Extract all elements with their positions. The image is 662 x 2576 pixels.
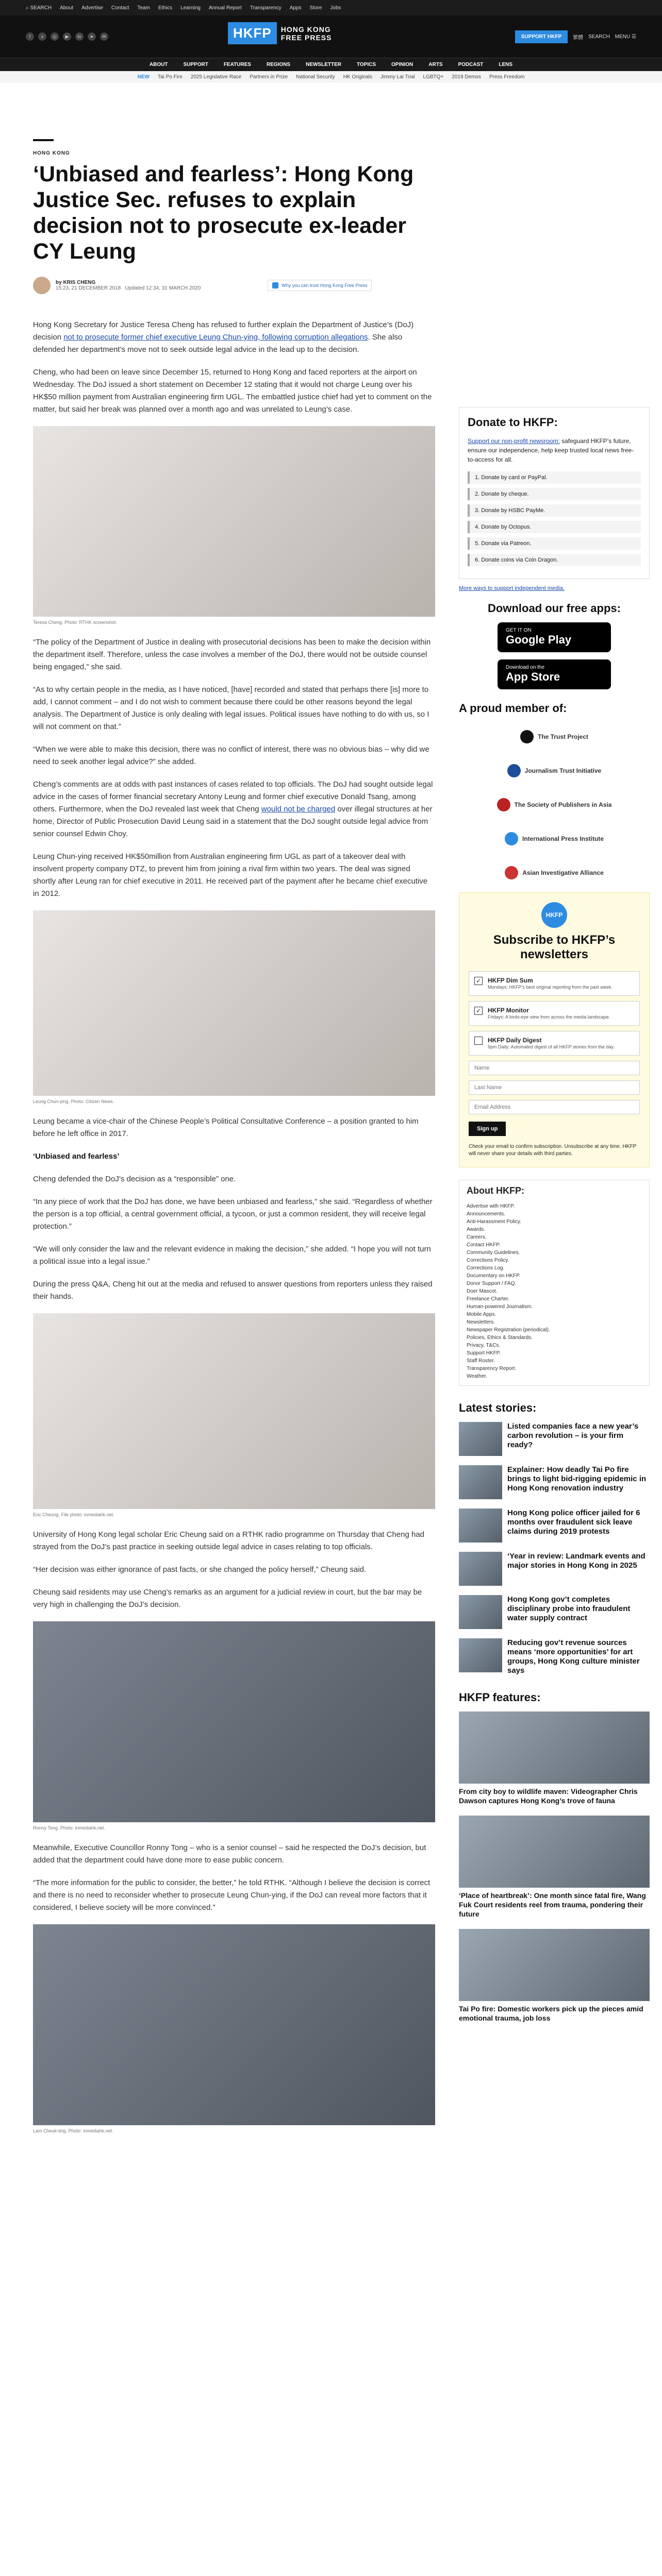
donate-option[interactable]: 3. Donate by HSBC PayMe. xyxy=(468,504,641,517)
newsletter-box xyxy=(459,892,650,1167)
last-name-input[interactable] xyxy=(469,1080,640,1095)
feature-image xyxy=(459,1929,650,2001)
trending-nav xyxy=(0,71,662,82)
paragraph: Leung became a vice-chair of the Chinese People’s Political Consultative Conference – a position granted to him before he left office in 2017. xyxy=(33,1117,419,1138)
about-link[interactable]: Donor Support / FAQ. xyxy=(467,1281,517,1286)
photo-teresa-cheng xyxy=(33,426,435,617)
email-input[interactable] xyxy=(469,1100,640,1114)
story-thumbnail xyxy=(459,1509,502,1543)
about-link[interactable]: Careers. xyxy=(467,1234,487,1240)
language-toggle[interactable]: 繁體 xyxy=(573,35,584,41)
latest-story[interactable]: ‘Year in review: Landmark events and major stories in Hong Kong in 2025 xyxy=(459,1552,650,1586)
trust-icon xyxy=(272,282,278,289)
about-title: About HKFP: xyxy=(467,1185,524,1196)
site-logo[interactable] xyxy=(228,22,332,44)
photo-caption: Eric Cheung. File photo: inmediahk.net. xyxy=(33,1512,114,1517)
paragraph: “In any piece of work that the DoJ has done, we have been unbiased and fearless,” she said. “Regardless of whether the person is a top official, a central government official, a tycoon, or just a common resident, they will receive legal protection.” xyxy=(33,1197,433,1231)
menu-icon: ☰ xyxy=(632,33,636,40)
nav-about[interactable]: ABOUT xyxy=(149,62,168,67)
search-link[interactable]: ⌕ SEARCH xyxy=(26,5,52,11)
published-date: 15:23, 21 DECEMBER 2018 xyxy=(56,285,121,291)
member-title: A proud member of: xyxy=(459,702,567,715)
about-link[interactable]: Corrections Policy. xyxy=(467,1258,509,1263)
photo-caption: Lam Cheuk-ting. Photo: inmediahk.net. xyxy=(33,2128,113,2133)
main-nav xyxy=(0,58,662,71)
newsletter-option[interactable]: ✓ HKFP Monitor Fridays: A birds-eye view from across the media landscape. xyxy=(469,1001,640,1026)
telegram-icon[interactable]: ➤ xyxy=(88,32,96,41)
latest-story[interactable]: Listed companies face a new year’s carbon revolution – is your firm ready? xyxy=(459,1422,650,1456)
donate-option[interactable]: 6. Donate coins via Coin Dragon. xyxy=(468,554,641,566)
nav-features[interactable]: FEATURES xyxy=(223,62,251,67)
trending-item[interactable]: Partners in Prize xyxy=(250,74,288,80)
author-link[interactable]: KRIS CHENG xyxy=(63,280,96,285)
newsletter-logo: HKFP xyxy=(541,902,567,928)
top-link[interactable]: Jobs xyxy=(330,5,341,11)
x-icon[interactable]: x xyxy=(38,32,46,41)
checkbox[interactable]: ✓ xyxy=(474,1007,483,1015)
top-link[interactable]: Advertise xyxy=(81,5,103,11)
about-link[interactable]: Advertise with HKFP. xyxy=(467,1204,515,1209)
more-ways-link[interactable]: More ways to support independent media. xyxy=(459,585,565,591)
story-thumbnail xyxy=(459,1595,502,1629)
feature-story[interactable]: From city boy to wildlife maven: Videographer Chris Dawson captures Hong Kong’s trove of fauna xyxy=(459,1711,650,1805)
newsletter-option[interactable]: HKFP Daily Digest 9pm Daily: Automated digest of all HKFP stories from the day. xyxy=(469,1031,640,1056)
latest-story[interactable]: Explainer: How deadly Tai Po fire brings to light bid-rigging epidemic in Hong Kong renovation industry xyxy=(459,1465,650,1499)
trending-item[interactable]: 2019 Demos xyxy=(452,74,481,80)
about-link[interactable]: Support HKFP. xyxy=(467,1350,501,1356)
nav-newsletter[interactable]: NEWSLETTER xyxy=(306,62,341,67)
about-link[interactable]: Transparency Report. xyxy=(467,1366,517,1371)
feature-story[interactable]: ‘Place of heartbreak’: One month since fatal fire, Wang Fuk Court residents reel from trauma, pondering their future xyxy=(459,1816,650,1919)
about-box xyxy=(459,1180,650,1386)
divider xyxy=(33,139,54,141)
about-link[interactable]: Privacy, T&Cs. xyxy=(467,1343,501,1348)
paragraph: Hong Kong Secretary for Justice Teresa Cheng has refused to further explain the Department of Justice’s (DoJ) decision not to prosecute former chief executive Leung Chun-ying, following corruption allegations. She also defended her department’s move not to seek outside legal advice in the lead up to the decision. xyxy=(33,320,414,354)
article xyxy=(33,139,435,2145)
trust-box[interactable]: Why you can trust Hong Kong Free Press xyxy=(268,280,372,291)
trending-item[interactable]: 2025 Legislative Race xyxy=(190,74,242,80)
sopa-icon xyxy=(497,798,510,811)
google-play-button[interactable]: GET IT ON Google Play xyxy=(498,622,611,652)
donate-box: Donate to HKFP: Support our non-profit newsroom: safeguard HKFP’s future, ensure our independence, help keep trusted local news free-to-access for all. 1. Donate by card or PayPal. 2. Donate by cheque. 3. Donate by HSBC PayMe. 4. Donate by Octopus. 5. Donate via Patreon. 6. Donate coins via Coin Dragon. xyxy=(459,407,650,579)
about-link[interactable]: Awards. xyxy=(467,1227,485,1232)
about-link[interactable]: Contact HKFP. xyxy=(467,1242,501,1248)
signup-button[interactable]: Sign up xyxy=(469,1122,506,1136)
trending-item[interactable]: Press Freedom xyxy=(489,74,525,80)
about-link[interactable]: Freelance Charter. xyxy=(467,1296,509,1302)
instagram-icon[interactable]: ◎ xyxy=(51,32,59,41)
paragraph: Meanwhile, Executive Councillor Ronny Tong – who is a senior counsel – said he respected the DoJ’s decision, but added that the department could have done more to ease public concern. xyxy=(33,1843,426,1865)
checkbox[interactable]: ✓ xyxy=(474,977,483,985)
about-link[interactable]: Documentary on HKFP. xyxy=(467,1273,521,1279)
nav-lens[interactable]: LENS xyxy=(499,62,513,67)
about-link[interactable]: Announcements. xyxy=(467,1211,506,1217)
top-utility-bar xyxy=(0,0,662,15)
top-link[interactable]: Annual Report xyxy=(208,5,242,11)
top-link[interactable]: About xyxy=(60,5,74,11)
trending-item[interactable]: Jimmy Lai Trial xyxy=(380,74,415,80)
feature-image xyxy=(459,1711,650,1784)
social-links xyxy=(26,32,108,41)
nav-podcast[interactable]: PODCAST xyxy=(458,62,484,67)
donate-title: Donate to HKFP: xyxy=(468,416,558,429)
paragraph: “We will only consider the law and the relevant evidence in making the decision,” she added. “I hope you will not turn a political issue into a legal issue.” xyxy=(33,1245,431,1266)
paragraph: Cheung said residents may use Cheng’s remarks as an argument for a judicial review in court, but the bar may be very high in challenging the DoJ’s decision. xyxy=(33,1588,422,1609)
about-link[interactable]: Community Guidelines. xyxy=(467,1250,520,1256)
menu-button[interactable]: MENU ☰ xyxy=(615,33,636,40)
updated-date: Updated 12:34, 31 MARCH 2020 xyxy=(125,285,201,291)
member-logo[interactable]: The Society of Publishers in Asia xyxy=(459,790,650,819)
trending-item[interactable]: National Security xyxy=(296,74,335,80)
photo-eric-cheung xyxy=(33,1313,435,1509)
linkedin-icon[interactable]: in xyxy=(75,32,84,41)
paragraph: University of Hong Kong legal scholar Eric Cheung said on a RTHK radio programme on Thursday that Cheng had strayed from the DoJ’s past practice in seeking outside legal advice in cases relating to top officials. xyxy=(33,1530,425,1551)
paragraph: Cheng, who had been on leave since December 15, returned to Hong Kong and faced reporters at the airport on Wednesday. The DoJ issued a short statement on December 12 stating that it would not charge Leung over his HK$50 million payment from Australian engineering firm UGL. The embattled justice chief had yet to comment on the matter, but said her break was planned over a month ago and was unrelated to Leung’s case. xyxy=(33,368,432,414)
top-link[interactable]: Ethics xyxy=(158,5,173,11)
newsletter-title: Subscribe to HKFP’s newsletters xyxy=(493,933,616,961)
nav-support[interactable]: SUPPORT xyxy=(183,62,208,67)
aia-icon xyxy=(505,866,518,879)
donate-option[interactable]: 1. Donate by card or PayPal. xyxy=(468,471,641,484)
about-link[interactable]: Doer Mascot. xyxy=(467,1289,498,1294)
photo-ronny-tong xyxy=(33,1621,435,1822)
donate-option[interactable]: 5. Donate via Patreon. xyxy=(468,537,641,550)
story-thumbnail xyxy=(459,1638,502,1672)
latest-story[interactable]: Hong Kong gov’t completes disciplinary probe into fraudulent water supply contract xyxy=(459,1595,650,1629)
paragraph: Cheng defended the DoJ’s decision as a “responsible” one. xyxy=(33,1175,236,1183)
article-title: ‘Unbiased and fearless’: Hong Kong Justice Sec. refuses to explain decision not to prosecute ex-leader CY Leung xyxy=(33,162,414,264)
top-link[interactable]: Store xyxy=(309,5,322,11)
facebook-icon[interactable]: f xyxy=(26,32,34,41)
nav-regions[interactable]: REGIONS xyxy=(266,62,291,67)
paragraph: During the press Q&A, Cheng hit out at the media and refused to answer questions from reporters unless they raised their hands. xyxy=(33,1280,433,1301)
paragraph: Leung Chun-ying received HK$50million from Australian engineering firm UGL as part of a takeover deal with insolvent property company DTZ, to prevent him from joining a rival firm within two years. The deal was signed shortly after Leung ran for chief executive in 2011. He received part of the payment after he became chief executive in 2012. xyxy=(33,852,428,898)
newsletter-note: Check your email to confirm subscription. Unsubscribe at any time. HKFP will never share your details with third parties. xyxy=(469,1144,636,1157)
feature-story[interactable]: Tai Po fire: Domestic workers pick up the pieces amid emotional trauma, job loss xyxy=(459,1929,650,2023)
top-link[interactable]: Transparency xyxy=(250,5,282,11)
member-logo[interactable]: International Press Institute xyxy=(459,824,650,853)
about-link[interactable]: Weather. xyxy=(467,1374,487,1379)
article-kicker[interactable]: HONG KONG xyxy=(33,150,70,156)
photo-lam-cheuk-ting xyxy=(33,1924,435,2125)
trust-project-icon xyxy=(520,730,534,743)
nav-opinion[interactable]: OPINION xyxy=(391,62,413,67)
photo-caption: Teresa Cheng. Photo: RTHK screenshot. xyxy=(33,620,117,625)
header-search[interactable]: SEARCH xyxy=(588,33,610,40)
story-thumbnail xyxy=(459,1552,502,1586)
paragraph: “The more information for the public to consider, the better,” he told RTHK. “Although I believe the decision is correct and there is no need to reconsider whether to prosecute Leung Chun-ying, if the DoJ can reveal more factors that it considered, I believe society will be more convinced.” xyxy=(33,1878,431,1912)
nav-arts[interactable]: ARTS xyxy=(428,62,443,67)
feature-image xyxy=(459,1816,650,1888)
jti-icon xyxy=(507,764,521,777)
top-link[interactable]: Learning xyxy=(180,5,201,11)
article-link[interactable]: not to prosecute former chief executive Leung Chun-ying, following corruption allegations xyxy=(63,333,368,342)
ipi-icon xyxy=(505,832,518,845)
latest-title: Latest stories: xyxy=(459,1401,537,1414)
paragraph: “As to why certain people in the media, as I have noticed, [have] recorded and stated that perhaps there [is] more to add, I cannot comment – and I do not wish to comment because there could be other reasons beyond the legal analysis. The Department of Justice is only dealing with legal issues. Political issues have nothing to do with us, so I will not comment on that.” xyxy=(33,685,429,731)
about-link[interactable]: Corrections Log. xyxy=(467,1265,505,1271)
latest-story[interactable]: Reducing gov’t revenue sources means ‘more opportunities’ for art groups, Hong Kong culture minister says xyxy=(459,1638,650,1675)
new-badge: NEW xyxy=(137,74,150,80)
name-input[interactable] xyxy=(469,1061,640,1075)
search-icon: ⌕ xyxy=(26,5,30,11)
about-link[interactable]: Newsletters. xyxy=(467,1319,495,1325)
subheading: ‘Unbiased and fearless’ xyxy=(33,1152,120,1161)
checkbox[interactable] xyxy=(474,1037,483,1045)
about-link[interactable]: Mobile Apps. xyxy=(467,1312,496,1317)
paragraph: Cheng’s comments are at odds with past instances of cases related to top officials. The DoJ had sought outside legal advice in the cases of former financial secretary Antony Leung and former chief executive Donald Tsang, among others. Furthermore, when the DoJ revealed last week that Cheng would not be charged over illegal structures at her home, Director of Public Prosecution David Leung said in a statement that the DoJ sought outside legal advice from senior counsel Edwin Choy. xyxy=(33,780,433,838)
latest-story[interactable]: Hong Kong police officer jailed for 6 months over fraudulent sick leave claims during 2019 protests xyxy=(459,1509,650,1543)
article-link[interactable]: would not be charged xyxy=(261,805,336,814)
member-logo[interactable]: Asian Investigative Alliance xyxy=(459,858,650,887)
site-header xyxy=(0,15,662,58)
sidebar xyxy=(459,407,650,2033)
paragraph: “The policy of the Department of Justice in dealing with prosecutorial decisions has been to make the decision within the department itself. Therefore, unless the case involves a member of the DoJ, there would not be outside counsel being engaged,” she said. xyxy=(33,638,431,671)
youtube-icon[interactable]: ▶ xyxy=(63,32,71,41)
donate-link[interactable]: Support our non-profit newsroom: xyxy=(468,437,560,445)
newsletter-option[interactable]: ✓ HKFP Dim Sum Mondays: HKFP’s best original reporting from the past week. xyxy=(469,971,640,996)
about-link[interactable]: Newspaper Registration (periodical). xyxy=(467,1327,550,1333)
top-link[interactable]: Team xyxy=(137,5,150,11)
story-thumbnail xyxy=(459,1465,502,1499)
about-link[interactable]: Anti-Harassment Policy. xyxy=(467,1219,521,1225)
top-link[interactable]: Apps xyxy=(289,5,302,11)
features-title: HKFP features: xyxy=(459,1691,541,1704)
about-link[interactable]: Policies, Ethics & Standards. xyxy=(467,1335,533,1341)
photo-caption: Ronny Tong. Photo: inmediahk.net. xyxy=(33,1825,105,1831)
donate-option[interactable]: 2. Donate by cheque. xyxy=(468,488,641,500)
story-thumbnail xyxy=(459,1422,502,1456)
about-link[interactable]: Staff Roster. xyxy=(467,1358,495,1364)
member-logo[interactable]: The Trust Project xyxy=(459,722,650,751)
trending-item[interactable]: LGBTQ+ xyxy=(423,74,444,80)
logo-mark: HKFP xyxy=(228,22,277,44)
paragraph: “Her decision was either ignorance of past facts, or she changed the policy herself,” Cheung said. xyxy=(33,1565,367,1574)
logo-text: HONG KONG FREE PRESS xyxy=(280,25,332,42)
apps-title: Download our free apps: xyxy=(488,602,621,615)
author-avatar xyxy=(33,277,51,294)
photo-leung-chun-ying xyxy=(33,910,435,1096)
trending-item[interactable]: HK Originals xyxy=(343,74,372,80)
top-link[interactable]: Contact xyxy=(111,5,129,11)
email-icon[interactable]: ✉ xyxy=(100,32,108,41)
photo-caption: Leung Chun-ying. Photo: Citizen News. xyxy=(33,1099,114,1104)
member-logo[interactable]: Journalism Trust Initiative xyxy=(459,756,650,785)
support-button[interactable]: SUPPORT HKFP xyxy=(515,30,568,43)
trending-item[interactable]: Tai Po Fire xyxy=(157,74,183,80)
about-link[interactable]: Human-powered Journalism. xyxy=(467,1304,533,1310)
app-store-button[interactable]: Download on the App Store xyxy=(498,659,611,689)
paragraph: “When we were able to make this decision, there was no conflict of interest, there was no obvious bias – why did we need to seek another legal advice?” she added. xyxy=(33,745,429,766)
donate-option[interactable]: 4. Donate by Octopus. xyxy=(468,521,641,533)
byline: by KRIS CHENG 15:23, 21 DECEMBER 2018 Updated 12:34, 31 MARCH 2020 Why you can trust Hong Kong Free Press xyxy=(33,277,435,294)
nav-topics[interactable]: TOPICS xyxy=(356,62,376,67)
